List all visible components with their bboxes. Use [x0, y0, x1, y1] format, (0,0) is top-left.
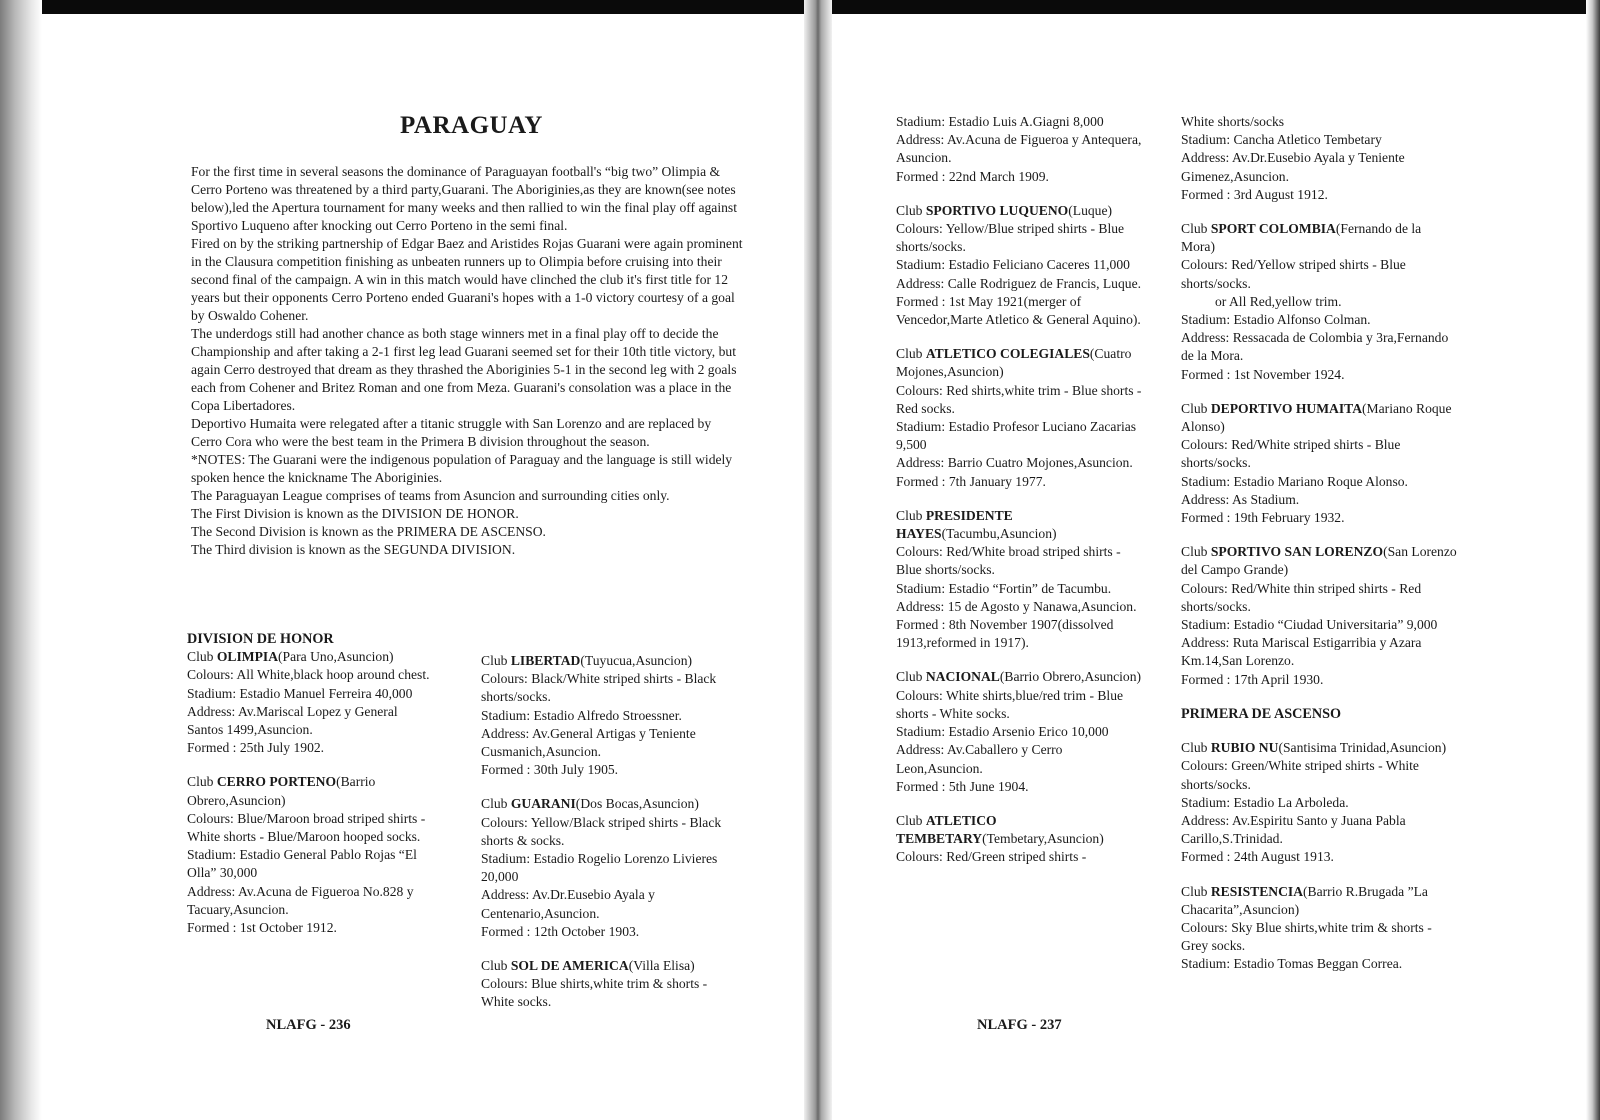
- club-resistencia: [1181, 883, 1457, 974]
- page-footer-left: NLAFG - 236: [266, 1017, 351, 1033]
- club-colours: Colours: Red/White striped shirts - Blue shorts/socks.: [1181, 437, 1401, 471]
- club-colours: Colours: Sky Blue shirts,white trim & shorts - Grey socks.: [1181, 919, 1432, 954]
- club-formed: Formed : 24th August 1913.: [1181, 849, 1334, 865]
- club-name: RESISTENCIA: [1210, 883, 1304, 899]
- club-stadium: Stadium: Estadio La Arboleda.: [1181, 794, 1349, 810]
- page-footer-right: NLAFG - 237: [977, 1017, 1062, 1033]
- club-stadium: Stadium: Estadio Profesor Luciano Zacarias 9,500: [896, 419, 1137, 453]
- club-title: Club CERRO PORTENO(Barrio Obrero,Asuncion): [187, 774, 376, 808]
- club-formed: Formed : 17th April 1930.: [1181, 671, 1324, 687]
- column-3: [896, 113, 1146, 883]
- intro-paragraph: The Paraguayan League comprises of teams from Asuncion and surrounding cities only.: [191, 488, 670, 503]
- club-alt-colours: or All Red,yellow trim.: [1215, 293, 1342, 309]
- intro-text: [191, 163, 743, 559]
- top-scan-border: [0, 0, 1600, 14]
- intro-paragraph: Deportivo Humaita were relegated after a titanic struggle with San Lorenzo and are replaced by Cerro Cora who were the best team in the Primera B division throughout the season.: [191, 416, 712, 449]
- club-colours: Colours: All White,black hoop around chest.: [187, 667, 430, 683]
- club-atletico-colegiales: [896, 345, 1146, 491]
- club-formed: Formed : 1st May 1921(merger of Vencedor,Marte Atletico & General Aquino).: [896, 293, 1141, 328]
- club-nacional: [896, 668, 1146, 795]
- club-formed: Formed : 5th June 1904.: [896, 778, 1029, 794]
- page-title: PARAGUAY: [400, 112, 543, 139]
- club-name: LIBERTAD: [510, 653, 581, 668]
- club-guarani: [481, 795, 737, 941]
- club-stadium: Stadium: Estadio “Ciudad Universitaria” 9,000: [1181, 617, 1438, 633]
- club-address: Address: As Stadium.: [1181, 491, 1300, 507]
- club-formed: Formed : 8th November 1907(dissolved 1913,reformed in 1917).: [896, 617, 1114, 651]
- club-colours: Colours: Blue/Maroon broad striped shirts - White shorts - Blue/Maroon hooped socks.: [187, 810, 426, 845]
- club-title: Club ATLETICO COLEGIALES(Cuatro Mojones,Asuncion): [896, 346, 1132, 380]
- club-colours: Colours: Red/Yellow striped shirts - Blue shorts/socks.: [1181, 257, 1406, 291]
- club-formed: Formed : 22nd March 1909.: [896, 168, 1049, 184]
- club-title: Club SPORTIVO LUQUENO(Luque): [896, 202, 1113, 218]
- club-address: Address: Av.Acuna de Figueroa No.828 y Tacuary,Asuncion.: [187, 883, 414, 917]
- column-1: [187, 630, 435, 953]
- club-formed: Formed : 1st October 1912.: [187, 920, 337, 936]
- club-libertad: [481, 652, 737, 779]
- club-stadium: Stadium: Cancha Atletico Tembetary: [1181, 132, 1382, 148]
- club-stadium: Stadium: Estadio Rogelio Lorenzo Livieres 20,000: [481, 851, 718, 885]
- club-colours: Colours: Yellow/Black striped shirts - Black shorts & socks.: [481, 814, 722, 848]
- club-address: Address: 15 de Agosto y Nanawa,Asuncion.: [896, 598, 1137, 614]
- club-name: GUARANI: [510, 796, 576, 812]
- club-address: Address: Calle Rodriguez de Francis, Luque.: [896, 275, 1142, 291]
- club-sport-colombia: [1181, 220, 1457, 384]
- club-title: Club RESISTENCIA(Barrio R.Brugada ”La Chacarita”,Asuncion): [1181, 883, 1428, 917]
- club-title: Club RUBIO NU(Santisima Trinidad,Asuncion): [1181, 740, 1447, 756]
- club-name: DEPORTIVO HUMAITA: [1210, 400, 1363, 416]
- club-stadium: Stadium: Estadio Manuel Ferreira 40,000: [187, 685, 413, 701]
- club-name: SPORTIVO LUQUENO: [925, 202, 1069, 218]
- club-address: Address: Av.Dr.Eusebio Ayala y Centenario,Asuncion.: [481, 887, 655, 921]
- club-formed: Formed : 19th February 1932.: [1181, 510, 1345, 526]
- left-page-edge: [0, 0, 42, 1120]
- club-title: Club ATLETICO TEMBETARY(Tembetary,Asuncion): [896, 812, 1104, 847]
- club-sportivo-luqueno: [896, 202, 1146, 329]
- intro-paragraph: *NOTES: The Guarani were the indigenous population of Paraguay and the language is still widely spoken hence the knickname The Aboriginies.: [191, 452, 733, 485]
- club-address: Address: Av.Espiritu Santo y Juana Pabla Carillo,S.Trinidad.: [1181, 812, 1406, 847]
- club-address: Address: Av.Mariscal Lopez y General Santos 1499,Asuncion.: [187, 703, 398, 738]
- intro-paragraph: The Third division is known as the SEGUNDA DIVISION.: [191, 542, 516, 557]
- club-title: Club SPORT COLOMBIA(Fernando de la Mora): [1181, 221, 1422, 255]
- club-name: SOL DE AMERICA: [510, 958, 629, 974]
- club-name: ATLETICO TEMBETARY: [896, 812, 997, 847]
- club-tembetary-continued: [1181, 113, 1457, 204]
- club-colours: Colours: Red shirts,white trim - Blue shorts - Red socks.: [896, 382, 1142, 416]
- club-cerro-porteno: [187, 773, 435, 937]
- club-address: Address: Av.Dr.Eusebio Ayala y Teniente Gimenez,Asuncion.: [1181, 150, 1405, 184]
- club-title: Club OLIMPIA(Para Uno,Asuncion): [187, 649, 394, 665]
- club-colours: Colours: Red/White thin striped shirts - Red shorts/socks.: [1181, 580, 1422, 614]
- club-address: Address: Ressacada de Colombia y 3ra,Fernando de la Mora.: [1181, 330, 1449, 364]
- club-formed: Formed : 7th January 1977.: [896, 473, 1046, 489]
- club-name: RUBIO NU: [1210, 740, 1279, 756]
- club-sportivo-san-lorenzo: [1181, 543, 1457, 689]
- club-sol-de-america: [481, 957, 737, 1012]
- club-deportivo-humaita: [1181, 400, 1457, 527]
- club-title: Club LIBERTAD(Tuyucua,Asuncion): [481, 653, 693, 668]
- club-colours: Colours: Black/White striped shirts - Black shorts/socks.: [481, 671, 717, 705]
- club-formed: Formed : 25th July 1902.: [187, 740, 325, 756]
- club-name: SPORTIVO SAN LORENZO: [1210, 544, 1384, 560]
- club-title: Club DEPORTIVO HUMAITA(Mariano Roque Alonso): [1181, 400, 1452, 435]
- club-formed: Formed : 12th October 1903.: [481, 923, 640, 939]
- club-rubio-nu: [1181, 739, 1457, 866]
- club-title: Club GUARANI(Dos Bocas,Asuncion): [481, 796, 699, 812]
- club-address: Address: Av.Acuna de Figueroa y Antequera, Asuncion.: [896, 132, 1142, 166]
- club-colours: Colours: Blue shirts,white trim & shorts - White socks.: [481, 976, 708, 1010]
- intro-paragraph: Fired on by the striking partnership of Edgar Baez and Aristides Rojas Guarani were again prominent in the Clausura competition finishing as unbeaten runners up to Olimpia before cruising into their second final of the campaign. A win in this match would have clinched the club it's first title for 12 years but their opponents Cerro Porteno ended Guarani's hopes with a 1-0 victory courtesy of a goal by Oswaldo Cohener.: [191, 236, 743, 323]
- club-address: Address: Av.General Artigas y Teniente Cusmanich,Asuncion.: [481, 725, 696, 760]
- club-name: NACIONAL: [925, 669, 1000, 685]
- right-page-edge: [1586, 0, 1600, 1120]
- club-title: Club SPORTIVO SAN LORENZO(San Lorenzo del Campo Grande): [1181, 544, 1457, 578]
- club-continued: [896, 113, 1146, 186]
- club-address: Address: Barrio Cuatro Mojones,Asuncion.: [896, 455, 1133, 471]
- club-colours: Colours: Yellow/Blue striped shirts - Blue shorts/socks.: [896, 221, 1125, 255]
- club-title: Club SOL DE AMERICA(Villa Elisa): [481, 958, 695, 974]
- club-stadium: Stadium: Estadio Arsenio Erico 10,000: [896, 724, 1109, 740]
- club-colours: Colours: White shirts,blue/red trim - Blue shorts - White socks.: [896, 687, 1124, 721]
- club-address: Address: Ruta Mariscal Estigarribia y Azara Km.14,San Lorenzo.: [1181, 635, 1422, 669]
- club-stadium: Stadium: Estadio Luis A.Giagni 8,000: [896, 114, 1104, 129]
- column-2: [481, 652, 737, 1028]
- club-colours: Colours: Red/Green striped shirts -: [896, 849, 1087, 865]
- book-spine: [804, 0, 832, 1120]
- intro-paragraph: The First Division is known as the DIVISION DE HONOR.: [191, 506, 519, 521]
- club-stadium: Stadium: Estadio General Pablo Rojas “El Olla” 30,000: [187, 847, 417, 881]
- club-stadium: Stadium: Estadio “Fortin” de Tacumbu.: [896, 580, 1112, 596]
- club-address: Address: Av.Caballero y Cerro Leon,Asuncion.: [896, 742, 1063, 776]
- club-atletico-tembetary: [896, 812, 1146, 867]
- intro-paragraph: The Second Division is known as the PRIMERA DE ASCENSO.: [191, 524, 546, 539]
- club-name: CERRO PORTENO: [216, 774, 337, 790]
- division-heading: PRIMERA DE ASCENSO: [1181, 705, 1342, 722]
- column-4: [1181, 113, 1457, 990]
- intro-paragraph: For the first time in several seasons the dominance of Paraguayan football's “big two” Olimpia & Cerro Porteno was threatened by a third party,Guarani. The Aboriginies,as they are known(see notes below),led the Apertura tournament for many weeks and then rallied to win the final play off against Sportivo Luqueno after knocking out Cerro Porteno in the semi final.: [191, 164, 737, 233]
- club-title: Club NACIONAL(Barrio Obrero,Asuncion): [896, 669, 1142, 685]
- club-formed: Formed : 1st November 1924.: [1181, 366, 1345, 382]
- club-presidente-hayes: [896, 507, 1146, 653]
- club-name: PRESIDENTE HAYES: [896, 507, 1013, 542]
- club-olimpia: [187, 648, 435, 757]
- division-heading: DIVISION DE HONOR: [187, 631, 334, 647]
- club-name: SPORT COLOMBIA: [1210, 221, 1336, 237]
- club-formed: Formed : 30th July 1905.: [481, 762, 619, 778]
- club-colours: Colours: Green/White striped shirts - White shorts/socks.: [1181, 758, 1419, 792]
- club-shorts: White shorts/socks: [1181, 114, 1285, 129]
- club-formed: Formed : 3rd August 1912.: [1181, 186, 1328, 202]
- club-stadium: Stadium: Estadio Feliciano Caceres 11,000: [896, 257, 1130, 273]
- club-title: Club PRESIDENTE HAYES(Tacumbu,Asuncion): [896, 507, 1057, 542]
- club-stadium: Stadium: Estadio Mariano Roque Alonso.: [1181, 473, 1408, 489]
- club-name: ATLETICO COLEGIALES: [925, 346, 1090, 362]
- intro-paragraph: The underdogs still had another chance as both stage winners met in a final play off to decide the Championship and after taking a 2-1 first leg lead Guarani seemed set for their 10th title victory, but again Cerro destroyed that dream as they thrashed the Aboriginies 5-1 in the second leg with 2 goals each from Cohener and Britez Roman and one from Meza. Guarani's consolation was a place in the Copa Libertadores.: [191, 326, 737, 413]
- club-stadium: Stadium: Estadio Alfonso Colman.: [1181, 312, 1371, 328]
- club-colours: Colours: Red/White broad striped shirts - Blue shorts/socks.: [896, 544, 1121, 578]
- club-stadium: Stadium: Estadio Tomas Beggan Correa.: [1181, 956, 1403, 972]
- club-stadium: Stadium: Estadio Alfredo Stroessner.: [481, 707, 682, 723]
- club-name: OLIMPIA: [216, 649, 279, 665]
